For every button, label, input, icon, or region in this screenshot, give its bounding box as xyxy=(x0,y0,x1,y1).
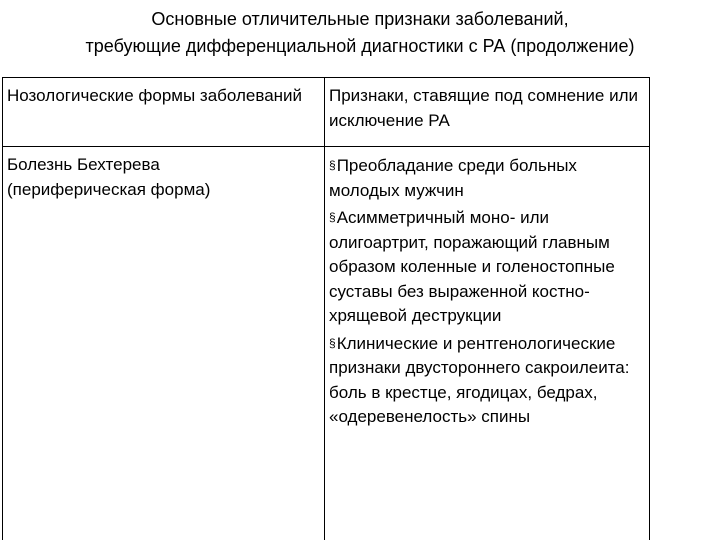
table-right-border xyxy=(649,77,650,540)
table-row-signs xyxy=(329,153,634,432)
list-item xyxy=(329,331,634,430)
list-item xyxy=(329,205,634,329)
title-line-2: требующие дифференциальной диагностики с РА (продолжение) xyxy=(85,36,635,56)
table-left-border xyxy=(2,77,3,540)
bullet-icon: § xyxy=(329,335,336,350)
sign-text: Асимметричный моно- или олигоартрит, поражающий главным образом коленные и голеностопные суставы без выраженной костно-хрящевой деструкции xyxy=(329,208,615,325)
page-title xyxy=(0,6,720,60)
header-row-divider xyxy=(2,146,650,147)
sign-text: Клинические и рентгенологические признаки двустороннего сакроилеита: боль в крестце, ягодицах, бедрах, «одеревенелость» спины xyxy=(329,333,630,426)
header-nosological-forms: Нозологические формы заболеваний xyxy=(7,86,303,105)
header-signs: Признаки, ставящие под сомнение или исключение РА xyxy=(329,86,639,130)
title-line-1: Основные отличительные признаки заболеваний, xyxy=(151,9,569,29)
table-row-disease: Болезнь Бехтерева (периферическая форма) xyxy=(7,155,211,199)
column-divider xyxy=(324,77,325,540)
sign-text: Преобладание среди больных молодых мужчин xyxy=(329,156,577,200)
list-item xyxy=(329,153,634,203)
bullet-icon: § xyxy=(329,210,336,224)
bullet-icon: § xyxy=(329,158,336,172)
